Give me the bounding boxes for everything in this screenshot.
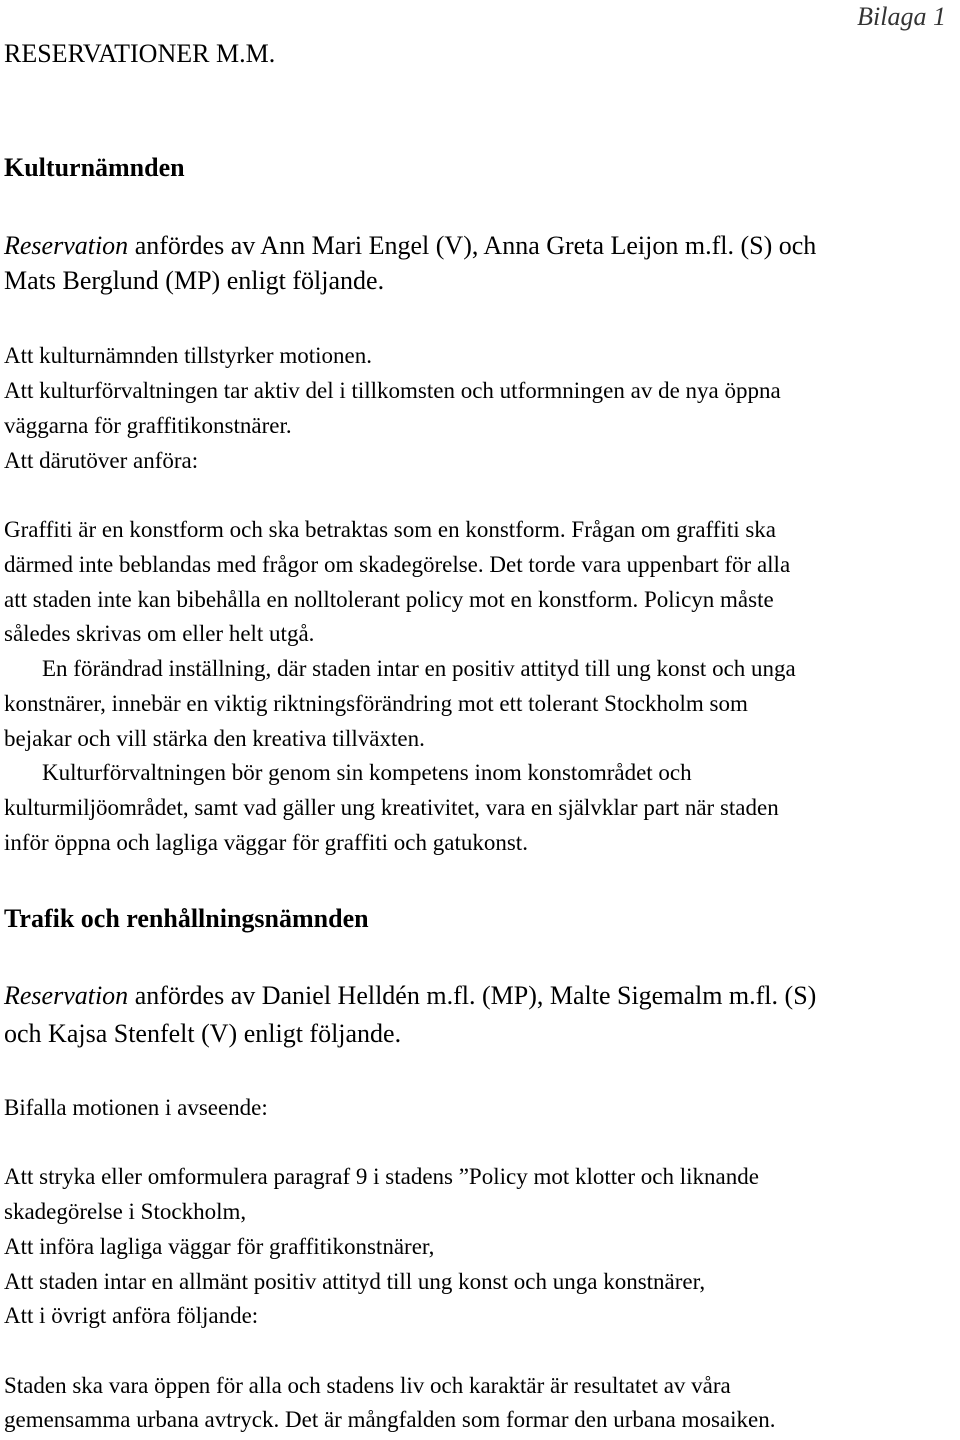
- paragraph-1-line-4: således skrivas om eller helt utgå.: [4, 621, 315, 646]
- appendix-label: Bilaga 1: [857, 2, 946, 31]
- bifalla-item-2: Att införa lagliga väggar för graffitikonstnärer,: [4, 1234, 435, 1259]
- reservation-line-2: Mats Berglund (MP) enligt följande.: [4, 266, 385, 295]
- att-item-1: Att kulturnämnden tillstyrker motionen.: [4, 343, 372, 368]
- document-title: RESERVATIONER M.M.: [4, 39, 276, 68]
- bifalla-line: Bifalla motionen i avseende:: [4, 1095, 268, 1120]
- section-heading-trafik: Trafik och renhållningsnämnden: [4, 904, 369, 933]
- att-item-3: Att därutöver anföra:: [4, 448, 199, 473]
- paragraph-1-line-1: Graffiti är en konstform och ska betraktas som en konstform. Frågan om graffiti ska: [4, 517, 777, 542]
- paragraph-2-line-3: bejakar och vill stärka den kreativa tillväxten.: [4, 726, 425, 751]
- section-heading-kulturnamnden: Kulturnämnden: [4, 153, 185, 182]
- bifalla-item-1-line-2: skadegörelse i Stockholm,: [4, 1199, 247, 1224]
- reservation2-line-2: och Kajsa Stenfelt (V) enligt följande.: [4, 1019, 402, 1048]
- reservation2-line-1: Reservation anfördes av Daniel Helldén m.fl. (MP), Malte Sigemalm m.fl. (S): [4, 981, 817, 1010]
- reservation2-word: Reservation: [4, 981, 129, 1010]
- bifalla-item-3: Att staden intar en allmänt positiv attityd till ung konst och unga konstnärer,: [4, 1269, 706, 1294]
- bifalla-item-1-line-1: Att stryka eller omformulera paragraf 9 i stadens ”Policy mot klotter och liknande: [4, 1164, 759, 1189]
- paragraph-3-line-2: kulturmiljöområdet, samt vad gäller ung kreativitet, vara en självklar part när staden: [4, 795, 779, 820]
- paragraph-1-line-2: därmed inte beblandas med frågor om skadegörelse. Det torde vara uppenbart för alla: [4, 552, 791, 577]
- closing-paragraph-line-1: Staden ska vara öppen för alla och stadens liv och karaktär är resultatet av våra: [4, 1373, 731, 1398]
- att-item-2-line-2: väggarna för graffitikonstnärer.: [4, 413, 292, 438]
- paragraph-2-line-1: En förändrad inställning, där staden intar en positiv attityd till ung konst och unga: [42, 656, 796, 681]
- closing-paragraph-line-2: gemensamma urbana avtryck. Det är mångfalden som formar den urbana mosaiken.: [4, 1407, 776, 1432]
- paragraph-2-line-2: konstnärer, innebär en viktig riktningsförändring mot ett tolerant Stockholm som: [4, 691, 748, 716]
- att-item-2-line-1: Att kulturförvaltningen tar aktiv del i tillkomsten och utformningen av de nya öppna: [4, 378, 781, 403]
- paragraph-3-line-3: inför öppna och lagliga väggar för graffiti och gatukonst.: [4, 830, 528, 855]
- reservation-line-1: Reservation anfördes av Ann Mari Engel (V), Anna Greta Leijon m.fl. (S) och: [4, 231, 817, 260]
- bifalla-item-4: Att i övrigt anföra följande:: [4, 1303, 259, 1328]
- reservation-word: Reservation: [4, 231, 129, 260]
- paragraph-1-line-3: att staden inte kan bibehålla en nolltolerant policy mot en konstform. Policyn måste: [4, 587, 774, 612]
- paragraph-3-line-1: Kulturförvaltningen bör genom sin kompetens inom konstområdet och: [42, 760, 692, 785]
